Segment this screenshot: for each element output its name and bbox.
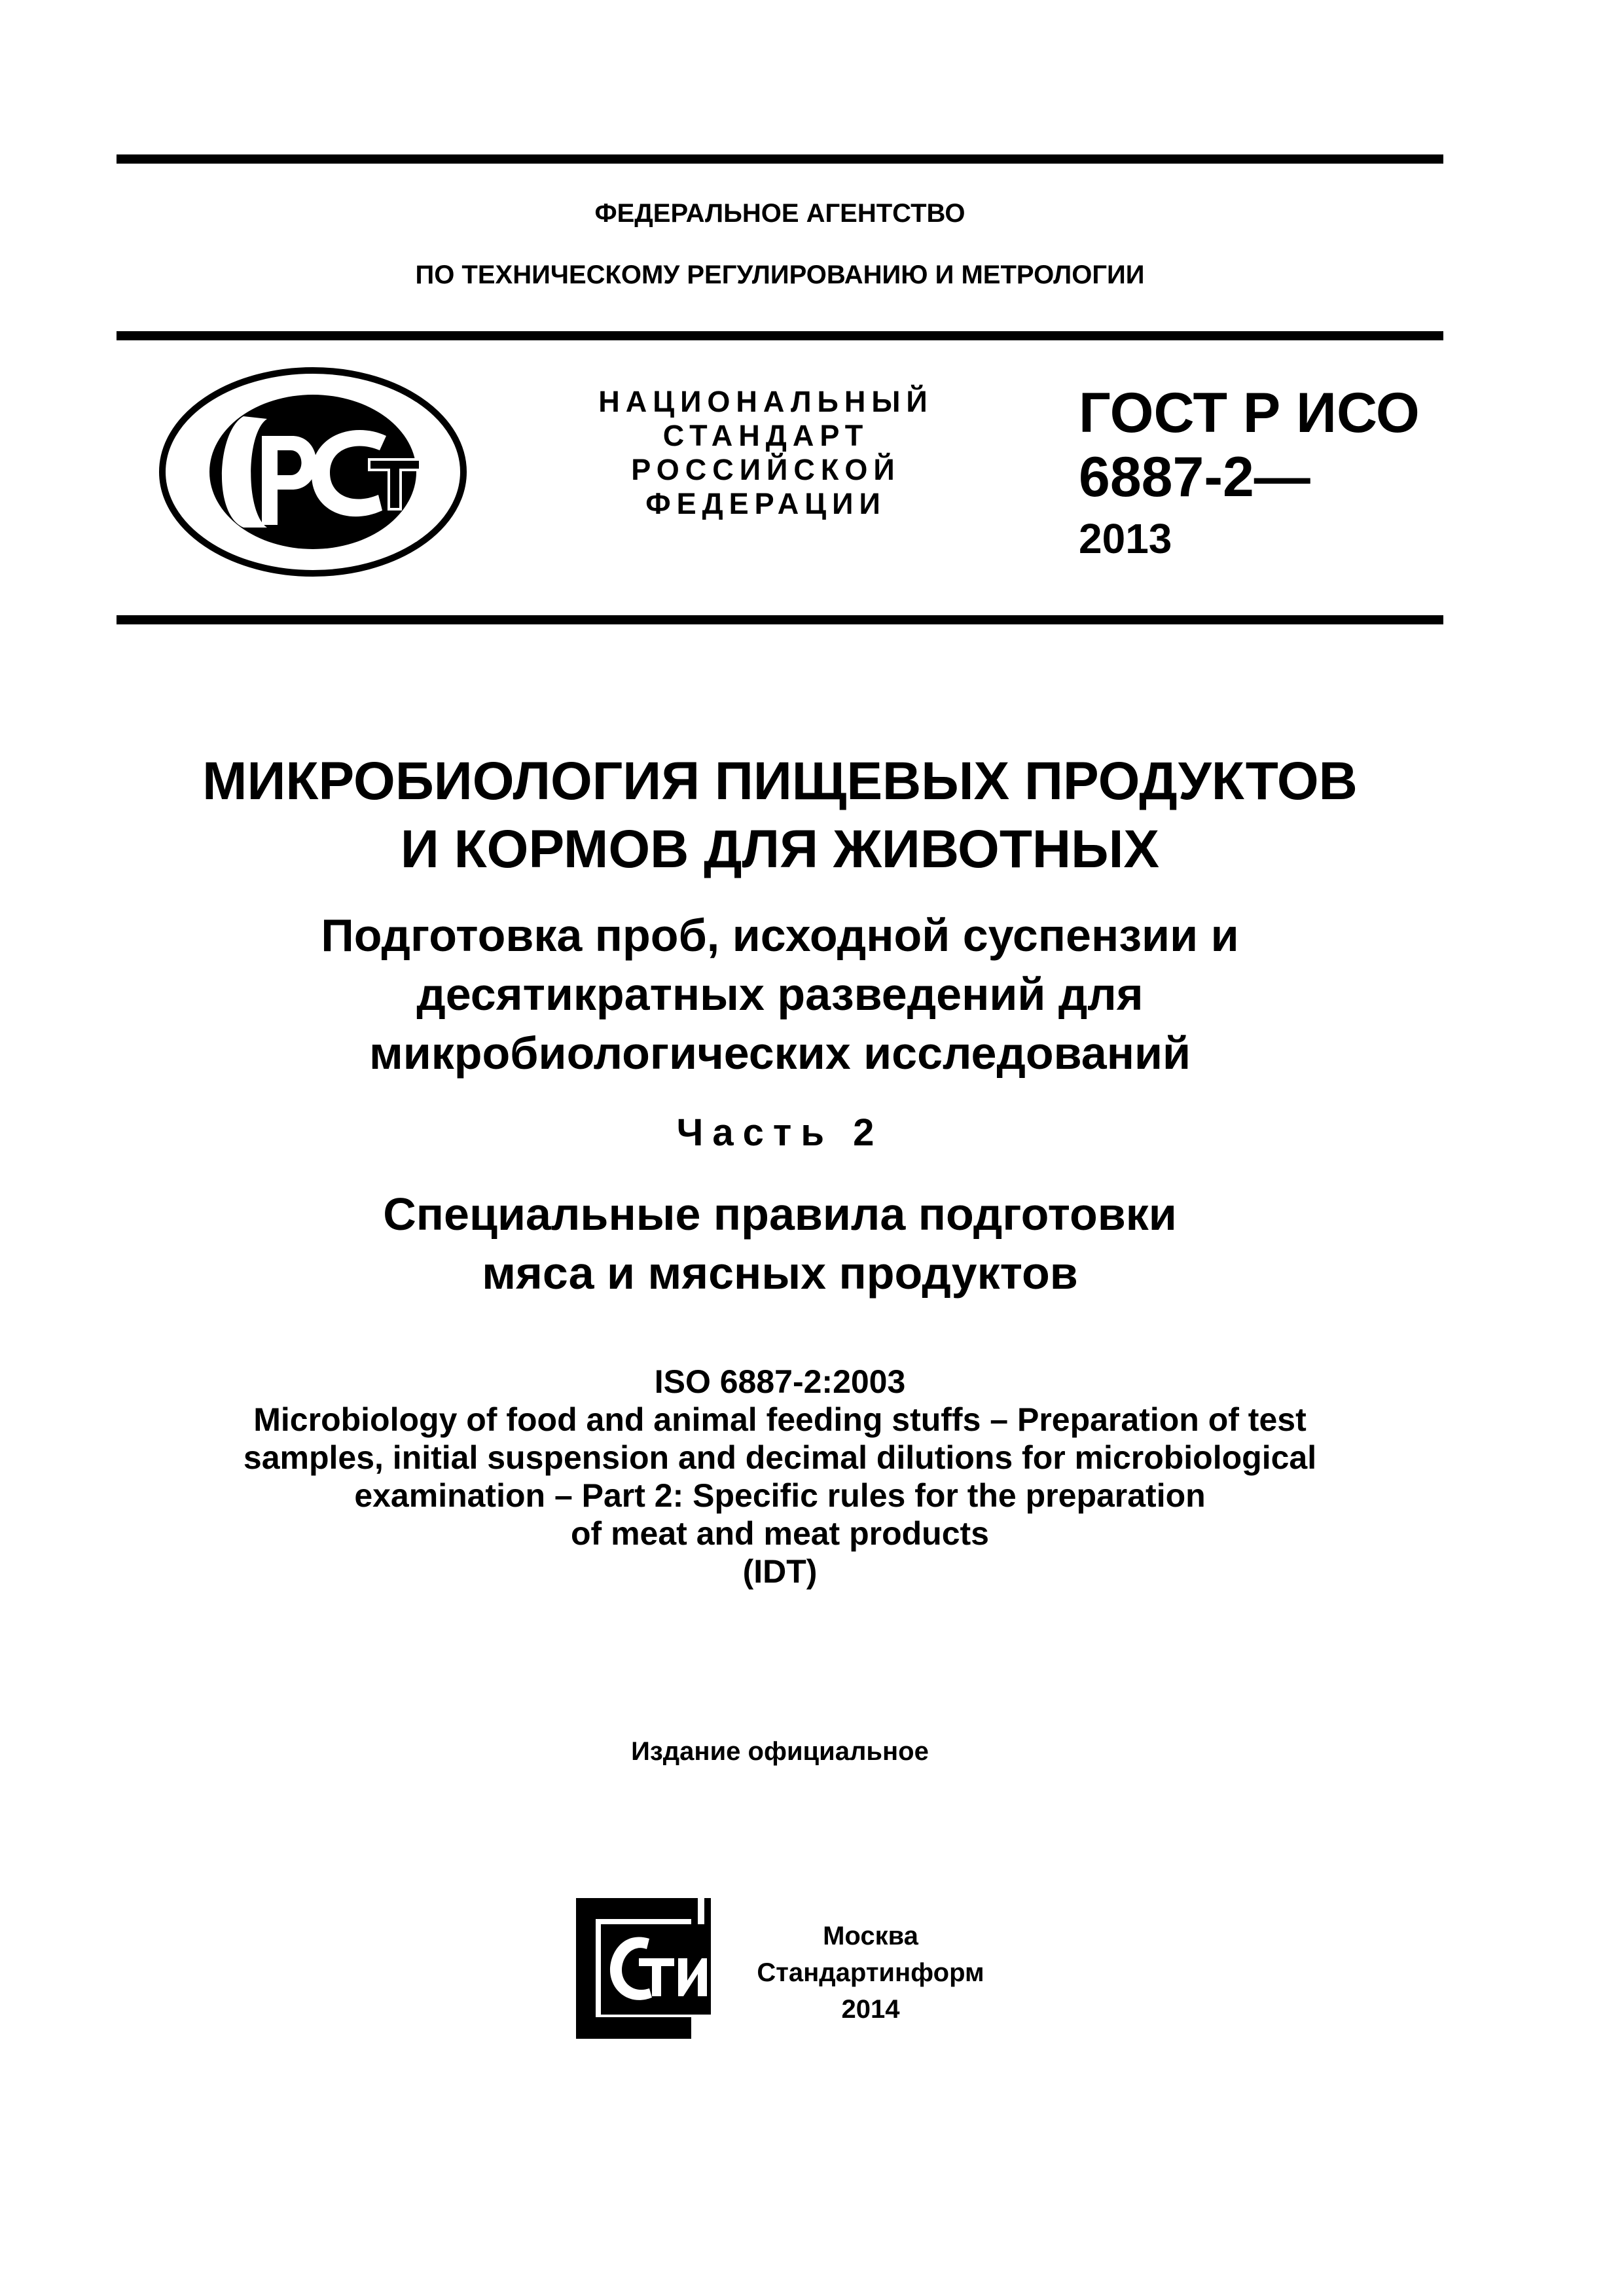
iso-number: ISO 6887-2:2003 bbox=[654, 1363, 906, 1400]
subtitle-line: Подготовка проб, исходной суспензии и bbox=[321, 910, 1239, 961]
agency-name: ФЕДЕРАЛЬНОЕ АГЕНТСТВО bbox=[594, 199, 965, 228]
part-title-line: мяса и мясных продуктов bbox=[482, 1247, 1078, 1299]
subtitle-line: микробиологических исследований bbox=[369, 1028, 1191, 1079]
title-line: МИКРОБИОЛОГИЯ ПИЩЕВЫХ ПРОДУКТОВ bbox=[202, 751, 1358, 811]
rst-gost-logo bbox=[157, 365, 469, 579]
iso-title-line: of meat and meat products bbox=[571, 1515, 989, 1552]
header-rule bbox=[117, 331, 1443, 340]
subtitle-line: десятикратных разведений для bbox=[416, 969, 1144, 1020]
standard-designation bbox=[1079, 381, 1445, 568]
part-title-line: Специальные правила подготовки bbox=[383, 1189, 1177, 1240]
document-title bbox=[117, 747, 1443, 884]
iso-title-line: examination – Part 2: Specific rules for the preparation bbox=[354, 1477, 1206, 1514]
top-rule bbox=[117, 154, 1443, 164]
designation-number: 6887-2— bbox=[1079, 446, 1310, 509]
title-line: И КОРМОВ ДЛЯ ЖИВОТНЫХ bbox=[400, 819, 1160, 879]
national-standard-label bbox=[556, 385, 975, 521]
document-subtitle bbox=[117, 906, 1443, 1083]
standartinform-logo bbox=[576, 1898, 717, 2039]
part-title bbox=[117, 1185, 1443, 1302]
publisher-info bbox=[727, 1918, 1015, 2028]
publisher-city: Москва bbox=[823, 1922, 918, 1950]
iso-reference bbox=[117, 1363, 1443, 1590]
iso-title-line: Microbiology of food and animal feeding stuffs – Preparation of test bbox=[253, 1401, 1307, 1438]
edition-label: Издание официальное bbox=[631, 1737, 929, 1766]
national-standard-line: НАЦИОНАЛЬНЫЙ bbox=[598, 385, 933, 418]
iso-title-line: samples, initial suspension and decimal dilutions for microbiological bbox=[243, 1439, 1317, 1476]
agency-subtitle: ПО ТЕХНИЧЕСКОМУ РЕГУЛИРОВАНИЮ И МЕТРОЛОГИИ bbox=[415, 260, 1145, 289]
publisher-name: Стандартинформ bbox=[757, 1958, 984, 1987]
iso-equivalence: (IDT) bbox=[742, 1553, 818, 1590]
national-standard-line: ФЕДЕРАЦИИ bbox=[645, 487, 886, 520]
designation-prefix: ГОСТ Р ИСО bbox=[1079, 382, 1420, 444]
part-label: Часть 2 bbox=[676, 1111, 884, 1154]
designation-year: 2013 bbox=[1079, 515, 1172, 562]
national-standard-line: СТАНДАРТ bbox=[662, 419, 869, 452]
publication-year: 2014 bbox=[841, 1995, 900, 2024]
national-standard-line: РОССИЙСКОЙ bbox=[631, 453, 901, 486]
masthead-bottom-rule bbox=[117, 615, 1443, 624]
